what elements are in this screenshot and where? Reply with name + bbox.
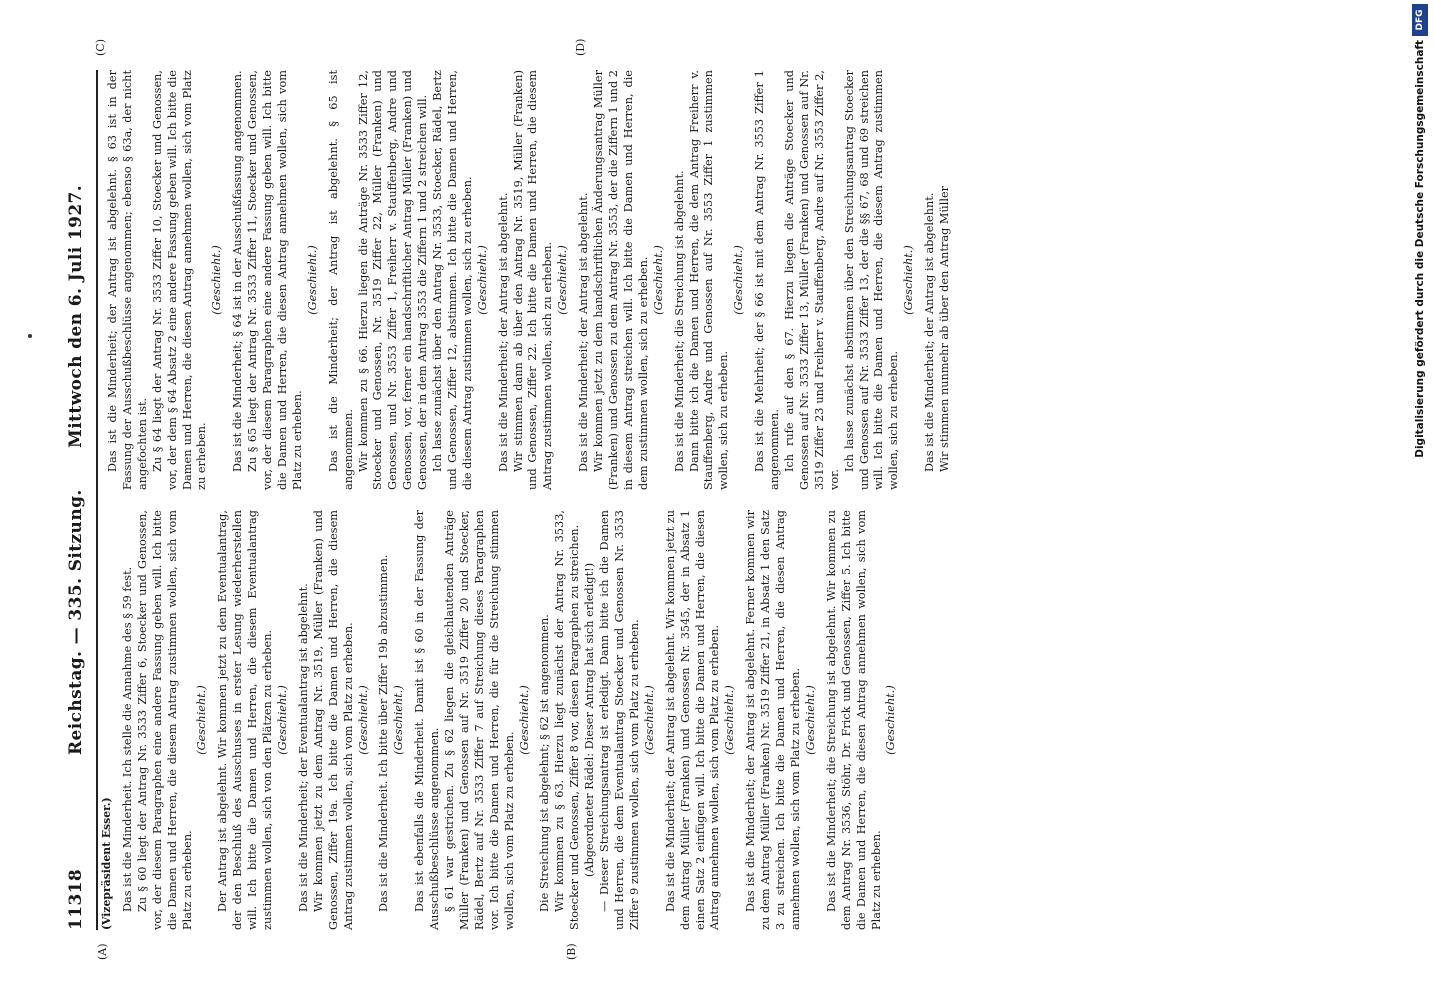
paragraph: Die Streichung ist abgelehnt; § 62 ist angenommen. [538, 614, 552, 912]
print-speck [28, 334, 32, 338]
paragraph: (Geschieht.) [732, 245, 746, 315]
margin-letter-b: (B) [565, 943, 578, 960]
paragraph: (Geschieht.) [723, 685, 737, 755]
left-column [100, 510, 899, 930]
paragraph: § 61 war gestrichen. Zu § 62 liegen die gleichlautenden Anträge Müller (Franken) und Genossen auf Nr. 3519 Ziffer 20 und Stoecker, Rädel, Bertz auf Nr. 3533 Ziffer 7 auf Streichung dieses Paragraphen vor. Ich bitte die Damen und Herren, die für die Streichung stimmen wollen, sich vom Platz zu erheben. [443, 510, 516, 930]
paragraph: Das ist die Minderheit; der Antrag ist abgelehnt. § 63 ist in der Fassung der Ausschußbeschlüsse angenommen; ebenso § 63a, der nicht angefochten ist. [106, 70, 149, 490]
paragraph: Das ist die Minderheit; der Eventualantrag ist abgelehnt. [296, 583, 310, 912]
page-number: 11318 [66, 868, 86, 930]
paragraph: Das ist die Mehrheit; der § 66 ist mit dem Antrag Nr. 3553 Ziffer 1 angenommen. [753, 70, 782, 490]
session-title: Reichstag. — 335. Sitzung. [66, 489, 86, 755]
paragraph: (Geschieht.) [884, 685, 898, 755]
paragraph: Das ist die Minderheit; die Streichung ist abgelehnt. [672, 170, 686, 472]
paragraph: Das ist die Minderheit; der Antrag ist abgelehnt. [923, 192, 937, 472]
paragraph: (Vizepräsident Esser.) [100, 797, 113, 930]
paragraph: Das ist die Minderheit. Ich bitte über Ziffer 19b abzustimmen. [377, 554, 391, 912]
margin-letter-d: (D) [574, 38, 587, 56]
paragraph: (Geschieht.) [195, 685, 209, 755]
paragraph: (Geschieht.) [902, 245, 916, 315]
paragraph: Das ist ebenfalls die Minderheit. Damit ist § 60 in der Fassung der Ausschußbeschlüsse angenommen. [413, 510, 442, 930]
paragraph: Ich lasse zunächst abstimmen über den Streichungsantrag Stoecker und Genossen auf Nr. 3533 Ziffer 13, der die §§ 67, 68 und 69 streichen will. Ich bitte die Damen und Herren, die diesem Antrag zustimmen wollen, sich zu erheben. [842, 70, 901, 490]
paragraph: Dann bitte ich die Damen und Herren, die dem Antrag Freiherr v. Stauffenberg, Andre und Genossen auf Nr. 3553 Ziffer 1 zustimmen wollen, sich zu erheben. [687, 70, 731, 490]
paragraph: Der Antrag ist abgelehnt. Wir kommen jetzt zu dem Eventualantrag, der den Beschluß des Ausschusses in erster Lesung wiederherstellen will. Ich bitte die Damen und Herren, die diesem Eventualantrag zustimmen wollen, sich von den Plätzen zu erheben. [216, 510, 275, 930]
paragraph: Zu § 64 liegt der Antrag Nr. 3533 Ziffer 10, Stoecker und Genossen, vor, der dem § 64 Absatz 2 eine andere Fassung geben will. Ich bitte die Damen und Herren, die diesen Antrag annehmen wollen, sich vom Platz zu erheben. [150, 70, 209, 490]
paragraph: (Geschieht.) [517, 685, 531, 755]
paragraph: Das ist die Minderheit; der Antrag ist abgelehnt. Ferner kommen wir zu dem Antrag Müller (Franken) Nr. 3519 Ziffer 21, in Absatz 1 den Satz 3 zu streichen. Ich bitte die Damen und Herren, die diesen Antrag annehmen wollen, sich vom Platz zu erheben. [744, 510, 802, 930]
paragraph: (Geschieht.) [803, 685, 817, 755]
paragraph: — Dieser Streichungsantrag ist erledigt. Dann bitte ich die Damen und Herren, die dem Eventualantrag Stoecker und Genossen Nr. 3533 Ziffer 9 zustimmen wollen, sich vom Platz zu erheben. [598, 510, 641, 930]
paragraph: (Geschieht.) [356, 685, 370, 755]
paragraph: Wir stimmen dann ab über den Antrag Nr. 3519, Müller (Franken) und Genossen, Ziffer 22. Ich bitte die Damen und Herren, die diesem Antrag zustimmen wollen, sich zu erheben. [511, 70, 555, 490]
paragraph: (Geschieht.) [651, 245, 665, 315]
paragraph: (Geschieht.) [475, 245, 489, 315]
session-date: Mittwoch den 6. Juli 1927. [66, 184, 86, 448]
paragraph: (Geschieht.) [556, 245, 570, 315]
dfg-logo: DFG [1412, 4, 1428, 36]
paragraph: Wir kommen jetzt zu dem handschriftlichen Änderungsantrag Müller (Franken) und Genossen zu dem Antrag Nr. 3553, der die Ziffern 1 und 2 in diesem Antrag streichen will. Ich bitte die Damen und Herren, die dem zustimmen wollen, sich zu erheben. [592, 70, 650, 490]
margin-letter-a: (A) [96, 943, 109, 960]
paragraph: Wir kommen jetzt zu dem Antrag Nr. 3519, Müller (Franken) und Genossen, Ziffer 19a. Ich bitte die Damen und Herren, die diesem Antrag zustimmen wollen, sich vom Platz zu erheben. [311, 510, 355, 930]
header-rule [96, 70, 98, 930]
paragraph: Zu § 60 liegt der Antrag Nr. 3533 Ziffer 6, Stoecker und Genossen, vor, der diesem Paragraphen eine andere Fassung geben will. Ich bitte die Damen und Herren, die diesem Antrag zustimmen wollen, sich vom Platz zu erheben. [135, 510, 194, 930]
paragraph: Wir stimmen nunmehr ab über den Antrag Müller [938, 185, 952, 472]
right-column [100, 70, 953, 490]
dfg-funding-note: Digitalisierung gefördert durch die Deutsche Forschungsgemeinschaft [1414, 40, 1426, 458]
paragraph: (Geschieht.) [275, 685, 289, 755]
digitization-note [1412, 0, 1434, 1000]
paragraph: (Geschieht.) [642, 685, 656, 755]
paragraph: Wir kommen zu § 63. Hierzu liegt zunächst der Antrag Nr. 3533, Stoecker und Genossen, Ziffer 8 vor, diesen Paragraphen zu streichen. [553, 510, 582, 930]
paragraph: Ich rufe auf den § 67. Hierzu liegen die Anträge Stoecker und Genossen auf Nr. 3533 Ziffer 13, Müller (Franken) und Genossen auf Nr. 3519 Ziffer 23 und Freiherr v. Stauffenberg, Andre auf Nr. 3553 Ziffer 2, vor. [782, 70, 841, 490]
paragraph: Das ist die Minderheit. Ich stelle die Annahme des § 59 fest. [120, 566, 134, 912]
paragraph: (Abgeordneter Rädel: Dieser Antrag hat sich erledigt!) [583, 562, 597, 878]
paragraph: (Geschieht.) [392, 685, 406, 755]
paragraph: Ich lasse zunächst über den Antrag Nr. 3533, Stoecker, Rädel, Bertz und Genossen, Ziffer 12, abstimmen. Ich bitte die Damen und Herren, die diesem Antrag zustimmen wollen, sich zu erheben. [431, 70, 474, 490]
paragraph: Das ist die Minderheit; § 64 ist in der Ausschußfassung angenommen. [231, 70, 245, 472]
paragraph: Das ist die Minderheit; der Antrag ist abgelehnt. [577, 192, 591, 472]
paragraph: Das ist die Minderheit; der Antrag ist abgelehnt. [496, 192, 510, 472]
paragraph: Zu § 65 liegt der Antrag Nr. 3533 Ziffer 11, Stoecker und Genossen, vor, der diesem Paragraphen eine andere Fassung geben will. Ich bitte die Damen und Herren, die diesen Antrag annehmen wollen, sich vom Platz zu erheben. [246, 70, 304, 490]
margin-letter-c: (C) [94, 39, 107, 56]
paragraph: Das ist die Minderheit; der Antrag ist abgelehnt. § 65 ist angenommen. [326, 70, 355, 490]
running-header [66, 40, 94, 940]
paragraph: (Geschieht.) [210, 245, 224, 315]
paragraph: Das ist die Minderheit; der Antrag ist abgelehnt. Wir kommen jetzt zu dem Antrag Müller (Franken) und Genossen Nr. 3545, der in Absatz 1 einen Satz 2 einfügen will. Ich bitte die Damen und Herren, die diesen Antrag annehmen wollen, sich vom Platz zu erheben. [663, 510, 722, 930]
paragraph: Das ist die Minderheit; die Streichung ist abgelehnt. Wir kommen zu dem Antrag Nr. 3536, Stöhr, Dr. Frick und Genossen, Ziffer 5. Ich bitte die Damen und Herren, die diesen Antrag annehmen wollen, sich vom Platz zu erheben. [824, 510, 883, 930]
paragraph: (Geschieht.) [305, 245, 319, 315]
paragraph: Wir kommen zu § 66. Hierzu liegen die Anträge Nr. 3533 Ziffer 12, Stoecker und Genossen, Nr. 3519 Ziffer 22, Müller (Franken) und Genossen, und Nr. 3553 Ziffer 1, Freiherr v. Stauffenberg, Andre und Genossen, vor, ferner ein handschriftlicher Antrag Müller (Franken) und Genossen, der in dem Antrag 3553 die Ziffern 1 und 2 streichen will. [356, 70, 430, 490]
